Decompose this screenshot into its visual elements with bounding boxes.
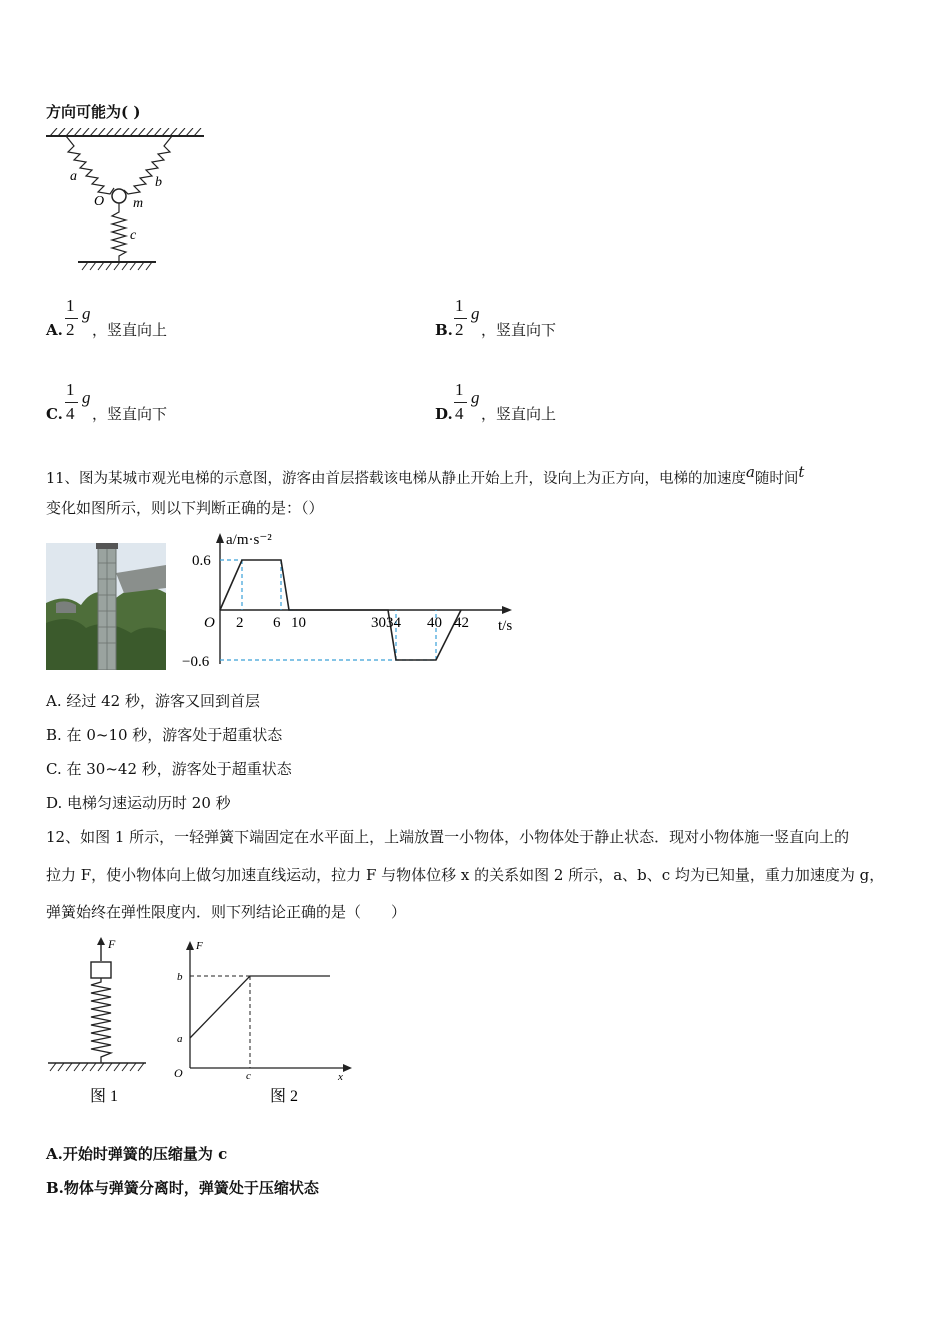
x-tick-10: 10 <box>291 615 306 631</box>
option-12-a[interactable]: A.开始时弹簧的压缩量为 c <box>46 1145 228 1163</box>
option-a[interactable]: A. 1 2 g ，竖直向上 <box>46 296 168 339</box>
question-11-line2: 变化如图所示，则以下判断正确的是：（） <box>46 499 324 517</box>
option-d[interactable]: D. 1 4 g ，竖直向上 <box>435 380 557 423</box>
spring-c <box>112 203 126 262</box>
figure-1-spring-block <box>46 935 156 1110</box>
x-axis-x: x <box>338 1071 343 1083</box>
question-12-line3: 弹簧始终在弹性限度内．则下列结论正确的是（ ） <box>46 903 407 921</box>
option-11-c[interactable]: C. 在 30~42 秒，游客处于超重状态 <box>46 760 292 778</box>
force-line <box>190 976 330 1038</box>
label-m: m <box>133 196 144 211</box>
spring-a <box>66 136 114 194</box>
label-O: O <box>94 194 105 209</box>
figure-2-caption: 图 2 <box>269 1088 299 1105</box>
option-c[interactable]: C. 1 4 g ，竖直向下 <box>46 380 168 423</box>
option-12-b[interactable]: B.物体与弹簧分离时，弹簧处于压缩状态 <box>46 1179 319 1197</box>
label-a: a <box>70 169 77 184</box>
spring <box>91 978 111 1063</box>
option-b[interactable]: B. 1 2 g ，竖直向下 <box>435 296 557 339</box>
x-axis-label: t/s <box>498 618 513 634</box>
question-stem-tail: 方向可能为( ) <box>46 103 141 121</box>
label-b: b <box>177 971 183 983</box>
spring-b <box>124 136 172 194</box>
x-tick-6: 6 <box>273 615 281 631</box>
force-label: F <box>108 937 116 951</box>
x-tick-3034: 3034 <box>371 615 401 631</box>
elevator-photo <box>46 543 166 670</box>
question-12-line2: 拉力 F，使小物体向上做匀加速直线运动，拉力 F 与物体位移 x 的关系如图 2 所示，a、b、c 均为已知量，重力加速度为 g， <box>46 866 885 884</box>
option-11-d[interactable]: D. 电梯匀速运动历时 20 秒 <box>46 794 231 812</box>
option-11-b[interactable]: B. 在 0~10 秒，游客处于超重状态 <box>46 726 283 744</box>
label-b: b <box>155 175 162 190</box>
label-a: a <box>177 1033 183 1045</box>
origin-o: O <box>174 1066 183 1080</box>
x-tick-42: 42 <box>454 615 469 631</box>
y-axis-label: a/m·s⁻² <box>226 532 272 548</box>
label-c: c <box>130 228 137 243</box>
acceleration-time-chart <box>180 526 525 674</box>
origin-label: O <box>204 615 215 631</box>
x-tick-2: 2 <box>236 615 244 631</box>
chart-axes <box>216 533 512 664</box>
spring-system-figure <box>44 128 210 273</box>
y-axis-f: F <box>196 940 203 952</box>
label-c: c <box>246 1070 251 1082</box>
option-11-a[interactable]: A. 经过 42 秒，游客又回到首层 <box>46 692 260 710</box>
y-tick-neg-0.6: −0.6 <box>182 654 210 670</box>
block <box>91 962 111 978</box>
x-tick-40: 40 <box>427 615 442 631</box>
y-tick-0.6: 0.6 <box>192 553 211 569</box>
figure-2-force-displacement-graph <box>170 935 360 1110</box>
question-12-line1: 12、如图 1 所示，一轻弹簧下端固定在水平面上，上端放置一小物体，小物体处于静止状态．现对小物体施一竖直向上的 <box>46 828 850 846</box>
mass-ball <box>112 189 126 203</box>
question-11-line1: 11、图为某城市观光电梯的示意图，游客由首层搭载该电梯从静止开始上升，设向上为正方向，电梯的加速度$^a$随时间$^t$ <box>46 463 805 487</box>
figure-1-caption: 图 1 <box>89 1088 119 1105</box>
